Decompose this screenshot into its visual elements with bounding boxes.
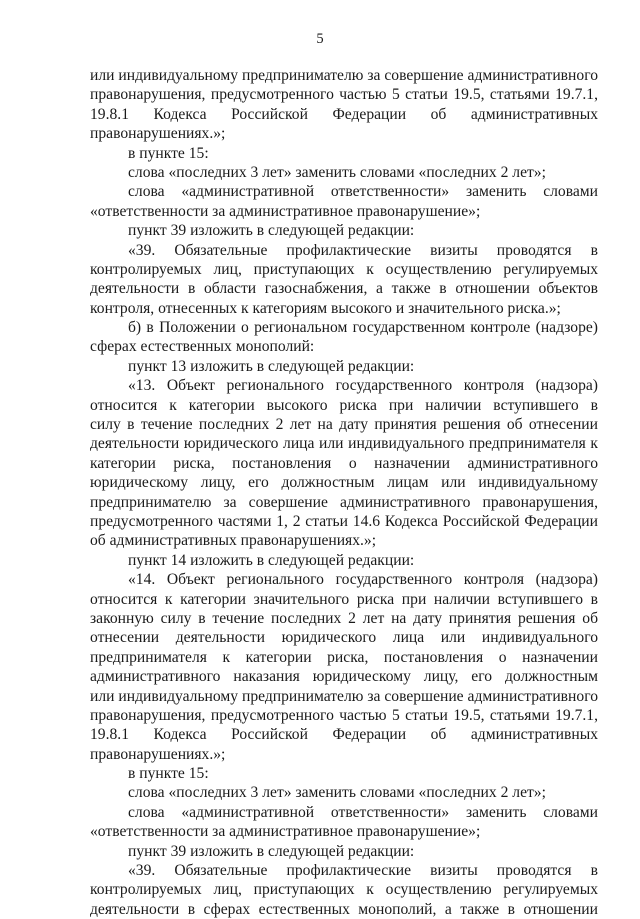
text-line: пункт 39 изложить в следующей редакции: [128, 842, 415, 860]
text-line: предпринимателя к категории риска, постановления о назначении [90, 648, 598, 666]
text-line: правонарушениях.»; [90, 745, 226, 763]
text-line: «39. Обязательные профилактические визиты проводятся в [128, 241, 598, 259]
text-line: об административных правонарушениях.»; [90, 532, 377, 550]
text-line: категории риска, постановления о назначении административного [90, 454, 598, 472]
text-line: «ответственности за административное правонарушение»; [90, 823, 481, 841]
text-line: юридическому лицу, его должностным лицам или индивидуальному [90, 474, 598, 492]
text-line: правонарушения, предусмотренного частью 5 статьи 19.5, статьями 19.7.1, [90, 706, 598, 724]
text-line: в пункте 15: [128, 144, 209, 162]
text-line: 19.8.1 Кодекса Российской Федерации об административных [90, 105, 598, 123]
text-line: деятельности в области газоснабжения, а также в отношении объектов [90, 280, 598, 298]
text-line: «39. Обязательные профилактические визиты проводятся в [128, 862, 598, 880]
text-line: предпринимателю за совершение административного правонарушения, [90, 493, 598, 511]
text-line: пункт 39 изложить в следующей редакции: [128, 222, 415, 240]
text-line: относится к категории высокого риска при наличии вступившего в [90, 396, 598, 414]
text-line: 19.8.1 Кодекса Российской Федерации об административных [90, 726, 598, 744]
text-line: деятельности юридического лица или индивидуального предпринимателя к [90, 435, 598, 453]
text-line: отнесении деятельности юридического лица или индивидуального [90, 629, 598, 647]
text-line: деятельности в сферах естественных монополий, а также в отношении [90, 900, 598, 918]
text-line: слова «последних 3 лет» заменить словами «последних 2 лет»; [128, 784, 546, 802]
text-line: законную силу в течение последних 2 лет на дату принятия решения об [90, 609, 598, 627]
document-body [90, 66, 598, 919]
text-line: в пункте 15: [128, 765, 209, 783]
text-line: относится к категории значительного риска при наличии вступившего в [90, 590, 598, 608]
text-line: «14. Объект регионального государственного контроля (надзора) [128, 571, 598, 589]
text-line: силу в течение последних 2 лет на дату принятия решения об отнесении [90, 416, 598, 434]
page-number: 5 [316, 31, 324, 47]
text-line: «ответственности за административное правонарушение»; [90, 202, 481, 220]
text-line: сферах естественных монополий: [90, 338, 315, 356]
text-line: слова «последних 3 лет» заменить словами «последних 2 лет»; [128, 163, 546, 181]
text-line: пункт 13 изложить в следующей редакции: [128, 357, 415, 375]
text-line: предусмотренного частями 1, 2 статьи 14.6 Кодекса Российской Федерации [90, 512, 598, 530]
text-line: контролируемых лиц, приступающих к осуществлению регулируемых [90, 881, 598, 899]
text-line: слова «административной ответственности» заменить словами [128, 183, 598, 201]
text-line: «13. Объект регионального государственного контроля (надзора) [128, 377, 598, 395]
text-line: слова «административной ответственности» заменить словами [128, 803, 598, 821]
text-line: контроля, отнесенных к категориям высокого и значительного риска.»; [90, 299, 561, 317]
text-line: контролируемых лиц, приступающих к осуществлению регулируемых [90, 260, 598, 278]
text-line: административного наказания юридическому лицу, его должностным [90, 668, 598, 686]
text-line: правонарушениях.»; [90, 125, 226, 143]
text-line: пункт 14 изложить в следующей редакции: [128, 551, 415, 569]
text-line: правонарушения, предусмотренного частью 5 статьи 19.5, статьями 19.7.1, [90, 86, 598, 104]
text-line: б) в Положении о региональном государственном контроле (надзоре) [128, 319, 598, 337]
text-line: или индивидуальному предпринимателю за совершение административного [90, 67, 598, 84]
text-line: или индивидуальному предпринимателю за совершение административного [90, 687, 598, 705]
